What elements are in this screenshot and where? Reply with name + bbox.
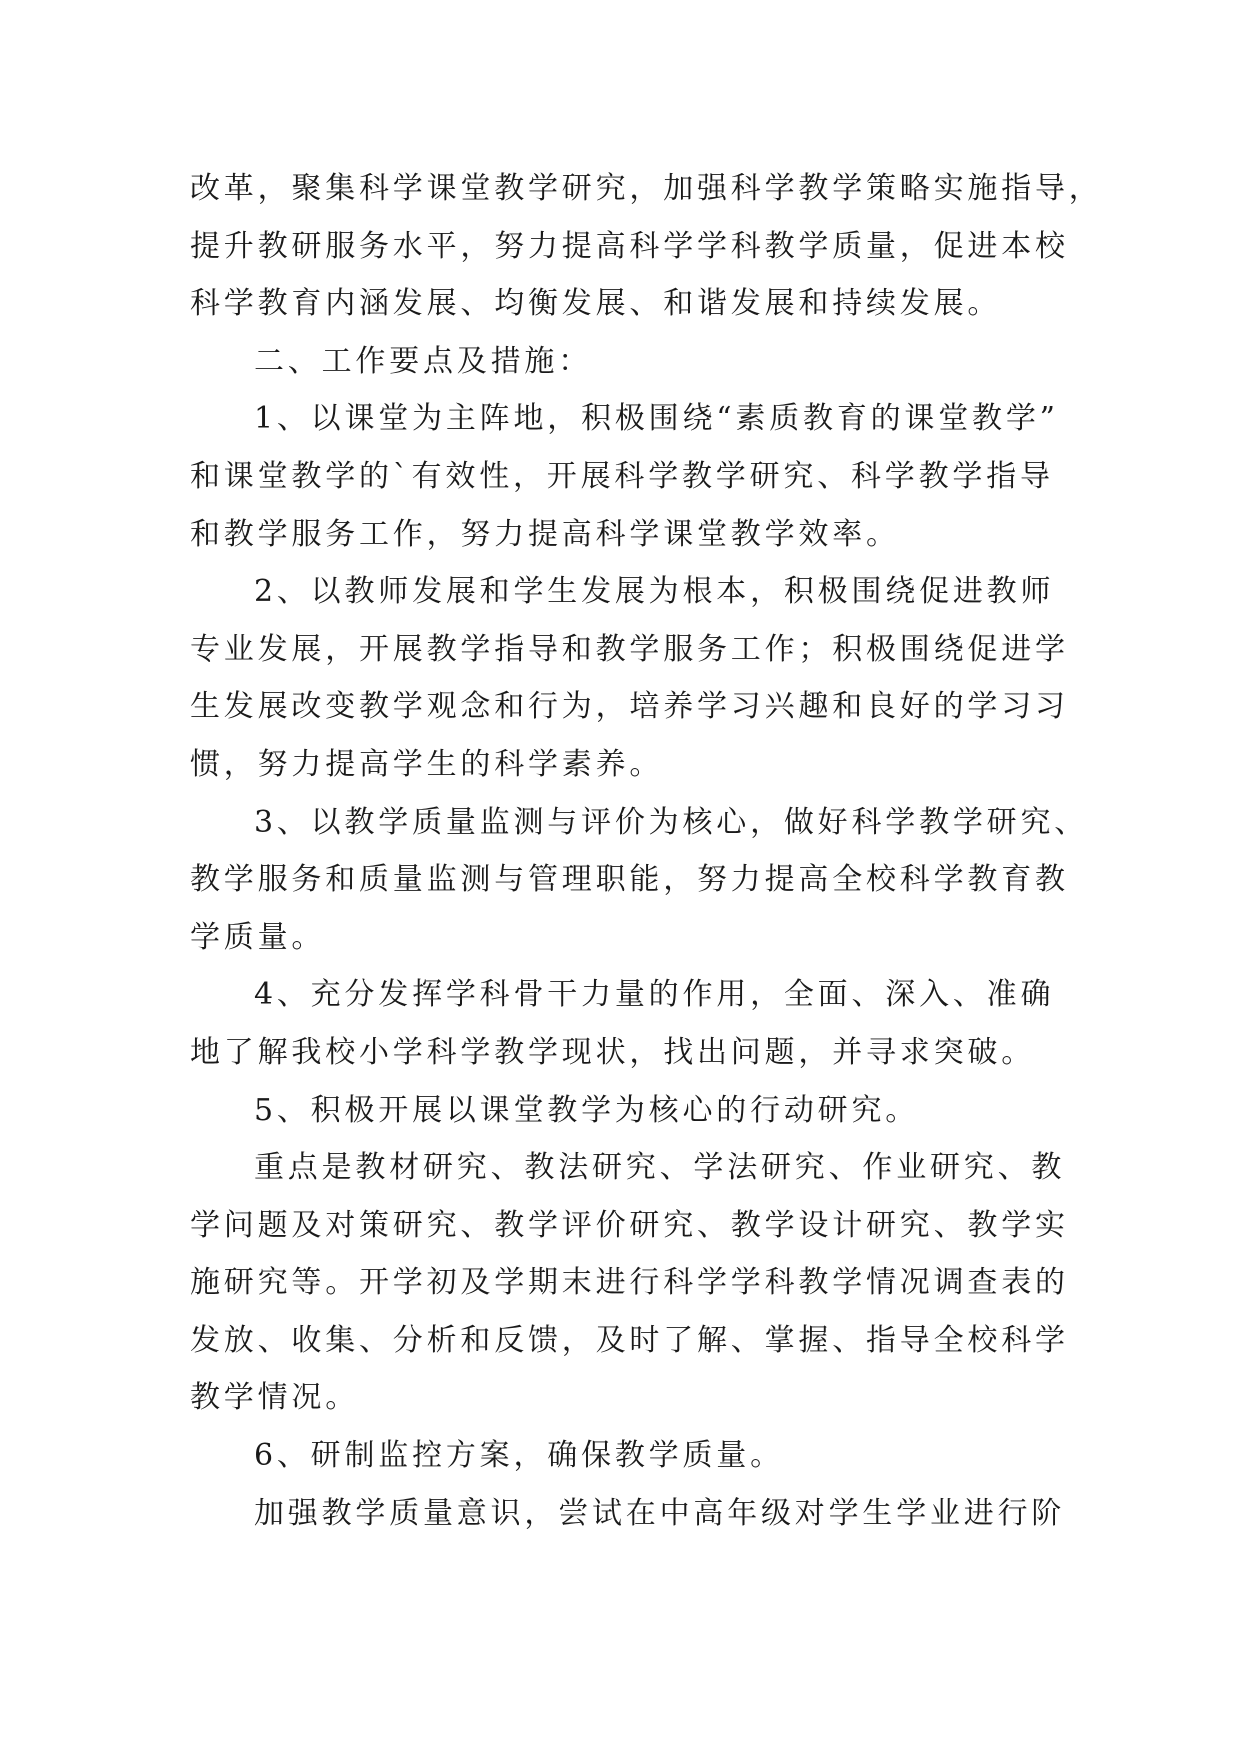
text-line: 和课堂教学的`有效性，开展科学教学研究、科学教学指导 [190,458,1054,494]
text-line: 3、以教学质量监测与评价为核心，做好科学教学研究、 [254,804,1089,840]
text-line: 施研究等。开学初及学期末进行科学学科教学情况调查表的 [190,1265,1069,1301]
text-line: 生发展改变教学观念和行为，培养学习兴趣和良好的学习习 [190,689,1069,725]
text-line: 专业发展，开展教学指导和教学服务工作；积极围绕促进学 [190,631,1069,667]
text-line: 教学服务和质量监测与管理职能，努力提高全校科学教育教 [190,862,1069,898]
text-line: 学质量。 [190,919,326,955]
text-line: 科学教育内涵发展、均衡发展、和谐发展和持续发展。 [190,286,1002,322]
text-line: 重点是教材研究、教法研究、学法研究、作业研究、教 [254,1150,1066,1186]
text-line: 改革，聚集科学课堂教学研究，加强科学教学策略实施指导， [190,171,1103,206]
document-page [190,160,1103,1542]
text-line: 学问题及对策研究、教学评价研究、教学设计研究、教学实 [190,1207,1069,1243]
text-line: 和教学服务工作，努力提高科学课堂教学效率。 [190,516,900,552]
text-line: 教学情况。 [190,1380,359,1416]
text-line: 惯，努力提高学生的科学素养。 [190,746,664,782]
text-line: 地了解我校小学科学教学现状，找出问题，并寻求突破。 [190,1034,1035,1070]
text-line: 2、以教师发展和学生发展为根本，积极围绕促进教师 [254,574,1055,610]
text-line: 发放、收集、分析和反馈，及时了解、掌握、指导全校科学 [190,1322,1069,1358]
text-line: 加强教学质量意识，尝试在中高年级对学生学业进行阶 [254,1495,1066,1531]
text-line: 5、积极开展以课堂教学为核心的行动研究。 [254,1092,920,1128]
section-heading: 二、工作要点及措施： [254,343,592,379]
text-line: 6、研制监控方案，确保教学质量。 [254,1438,784,1474]
text-line: 1、以课堂为主阵地，积极围绕“素质教育的课堂教学” [254,401,1059,437]
text-line: 提升教研服务水平，努力提高科学学科教学质量，促进本校 [190,228,1069,264]
text-line: 4、充分发挥学科骨干力量的作用，全面、深入、准确 [254,977,1055,1013]
